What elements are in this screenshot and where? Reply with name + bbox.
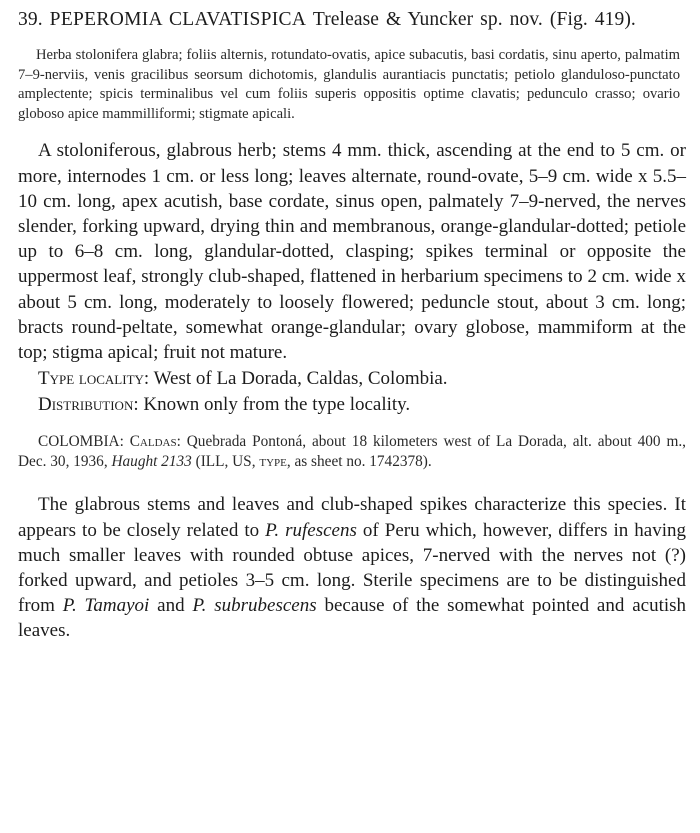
specimen-type-label: type: [259, 453, 287, 471]
species-number: 39.: [18, 9, 43, 30]
distribution-value: Known only from the type locality.: [143, 394, 411, 416]
specimen-region: Caldas:: [129, 432, 181, 450]
specimen-sheet-number: , as sheet no. 1742378).: [286, 453, 432, 471]
related-species-rufescens: P. rufescens: [265, 519, 357, 541]
specimen-citation: [18, 432, 686, 473]
species-name: PEPEROMIA CLAVATISPICA: [49, 9, 307, 30]
discussion-part-2: of Peru which, however, differs in having much smaller leaves with rounded obtuse apices, 7-nerved with the nerves not (?) forked upward, and petioles 3–5 cm. long. Sterile specimens are to be distinguished from: [18, 519, 687, 617]
specimen-herbaria: (ILL, US,: [195, 453, 256, 471]
discussion-part-3: and: [157, 595, 185, 617]
discussion-part-4: because of the somewhat pointed and acutish leaves.: [18, 595, 687, 642]
specimen-locality: Quebrada Pontoná, about 18 kilometers west of La Dorada, alt. about 400 m., Dec. 30, 1936,: [18, 432, 686, 471]
type-locality: [18, 366, 686, 391]
specimen-collector: Haught 2133: [111, 453, 192, 471]
related-species-tamayoi: P. Tamayoi: [62, 595, 150, 617]
type-locality-value: West of La Dorada, Caldas, Colombia.: [153, 368, 448, 390]
species-description: A stoloniferous, glabrous herb; stems 4 mm. thick, ascending at the end to 5 cm. or more, internodes 1 cm. or less long; leaves alternate, round-ovate, 5–9 cm. wide x 5.5–10 cm. long, apex acutish, base cordate, sinus open, palmately 7–9-nerved, the nerves slender, forking upward, drying thin and membranous, orange-glandular-dotted; petiole up to 6–8 cm. long, glandular-dotted, clasping; spikes terminal or opposite the uppermost leaf, strongly club-shaped, flattened in herbarium specimens to 2 cm. wide x about 5 cm. long, moderately to loosely flowered; peduncle stout, about 3 cm. long; bracts round-peltate, somewhat orange-glandular; ovary globose, mammiform at the top; stigma apical; fruit not mature.: [18, 140, 686, 363]
species-authors: Trelease & Yuncker sp. nov.: [312, 9, 543, 30]
latin-diagnosis: Herba stolonifera glabra; foliis alternis, rotundato-ovatis, apice subacutis, basi cordatis, sinu aperto, palmatim 7–9-nerviis, venis gracilibus seorsum dichotomis, glandulis aurantiacis punctatis; petiolo glanduloso-punctato amplectente; spicis terminalibus vel cum foliis superis oppositis optime clavatis; pedunculo crasso; ovario globoso apice mammilliformi; stigmate apicali.: [18, 47, 680, 122]
specimen-country: COLOMBIA:: [38, 432, 124, 450]
species-discussion: [18, 492, 686, 643]
discussion-part-1: The glabrous stems and leaves and club-shaped spikes characterize this species. It appears to be closely related to: [18, 494, 686, 541]
related-species-subrubescens: P. subrubescens: [192, 595, 317, 617]
species-heading: [18, 6, 686, 33]
distribution: [18, 392, 686, 417]
type-locality-label: Type locality:: [38, 368, 150, 390]
figure-reference: (Fig. 419).: [549, 9, 636, 30]
distribution-label: Distribution:: [38, 394, 139, 416]
